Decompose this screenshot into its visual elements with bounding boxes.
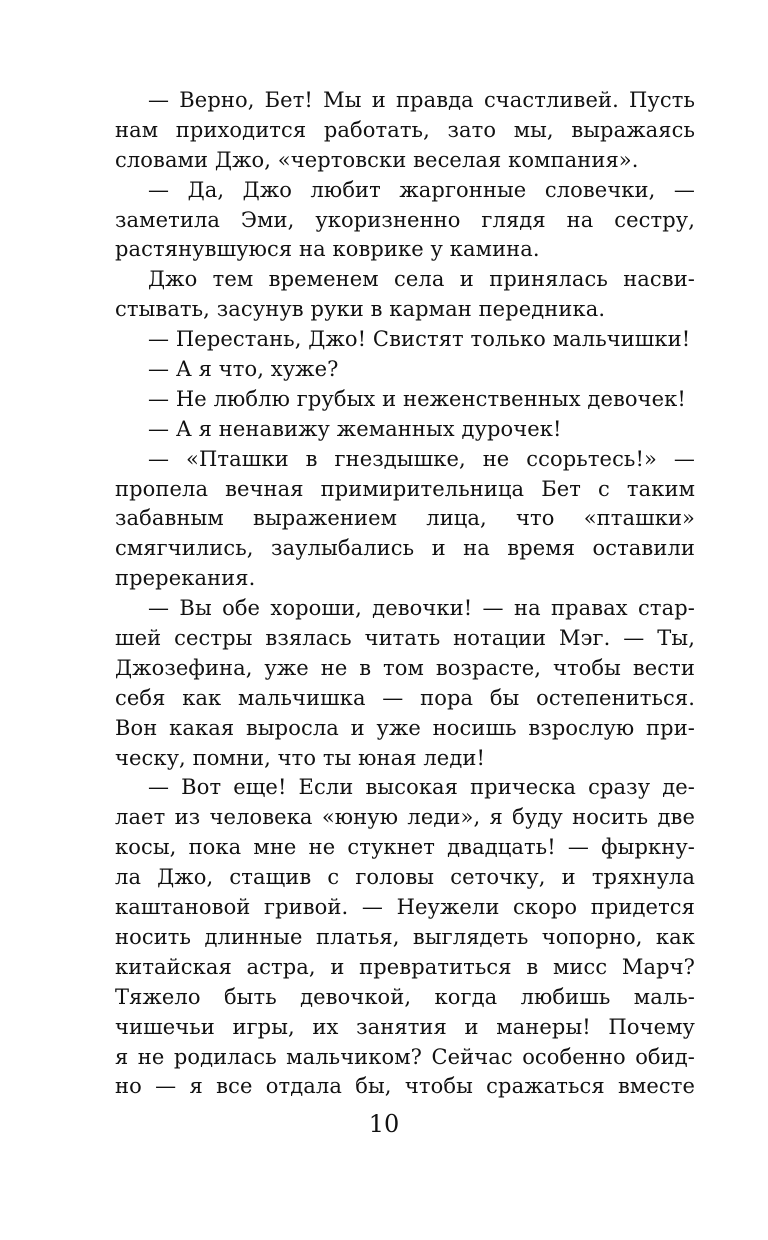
text-line: словами Джо, «чертовски веселая компания». (115, 147, 639, 172)
text-line: нам приходится работать, зато мы, выражаясь (115, 117, 695, 142)
text-line: Вон какая выросла и уже носишь взрослую при- (115, 715, 695, 740)
text-line: лает из человека «юную леди», я буду носить две (115, 805, 695, 830)
text-line: — А я что, хуже? (148, 357, 339, 382)
page-number: 10 (368, 1110, 400, 1138)
text-line: каштановой гривой. — Неужели скоро придется (115, 895, 695, 920)
text-line: я не родилась мальчиком? Сейчас особенно обид- (115, 1044, 695, 1069)
text-line: — Вот еще! Если высокая прическа сразу де- (148, 775, 695, 800)
text-line: пререкания. (115, 566, 256, 591)
text-line: себя как мальчишка — пора бы остепениться. (115, 685, 695, 710)
text-line: — Да, Джо любит жаргонные словечки, — (148, 177, 695, 202)
text-line: Тяжело быть девочкой, когда любишь маль- (115, 984, 695, 1009)
text-line: пропела вечная примирительница Бет с таким (115, 476, 695, 501)
text-line: шей сестры взялась читать нотации Мэг. — Ты, (115, 626, 695, 651)
text-line: — «Пташки в гнездышке, не ссорьтесь!» — (148, 446, 695, 471)
body-text (115, 86, 695, 1102)
text-line: Джо тем временем села и принялась насви- (148, 267, 695, 292)
text-line: косы, пока мне не стукнет двадцать! — фыркну- (115, 835, 695, 860)
text-line: заметила Эми, укоризненно глядя на сестру, (115, 207, 695, 232)
text-line: — Не люблю грубых и неженственных девочек! (148, 386, 686, 411)
text-line: забавным выражением лица, что «пташки» (115, 506, 695, 531)
text-line: растянувшуюся на коврике у камина. (115, 237, 540, 262)
text-line: — А я ненавижу жеманных дурочек! (148, 416, 562, 441)
text-line: — Вы обе хороши, девочки! — на правах стар- (148, 596, 695, 621)
text-line: стывать, засунув руки в карман передника. (115, 297, 606, 322)
text-line: но — я все отдала бы, чтобы сражаться вместе (115, 1074, 695, 1099)
text-line: смягчились, заулыбались и на время оставили (115, 536, 695, 561)
text-line: Джозефина, уже не в том возрасте, чтобы вести (115, 655, 695, 680)
text-line: китайская астра, и превратиться в мисс Марч? (115, 954, 695, 979)
text-line: носить длинные платья, выглядеть чопорно, как (115, 924, 695, 949)
text-line: ла Джо, стащив с головы сеточку, и тряхнула (115, 865, 695, 890)
text-line: ческу, помни, что ты юная леди! (115, 745, 486, 770)
text-line: — Верно, Бет! Мы и правда счастливей. Пусть (148, 88, 695, 112)
text-line: — Перестань, Джо! Свистят только мальчишки! (148, 327, 691, 352)
text-line: чишечьи игры, их занятия и манеры! Почему (115, 1014, 695, 1039)
